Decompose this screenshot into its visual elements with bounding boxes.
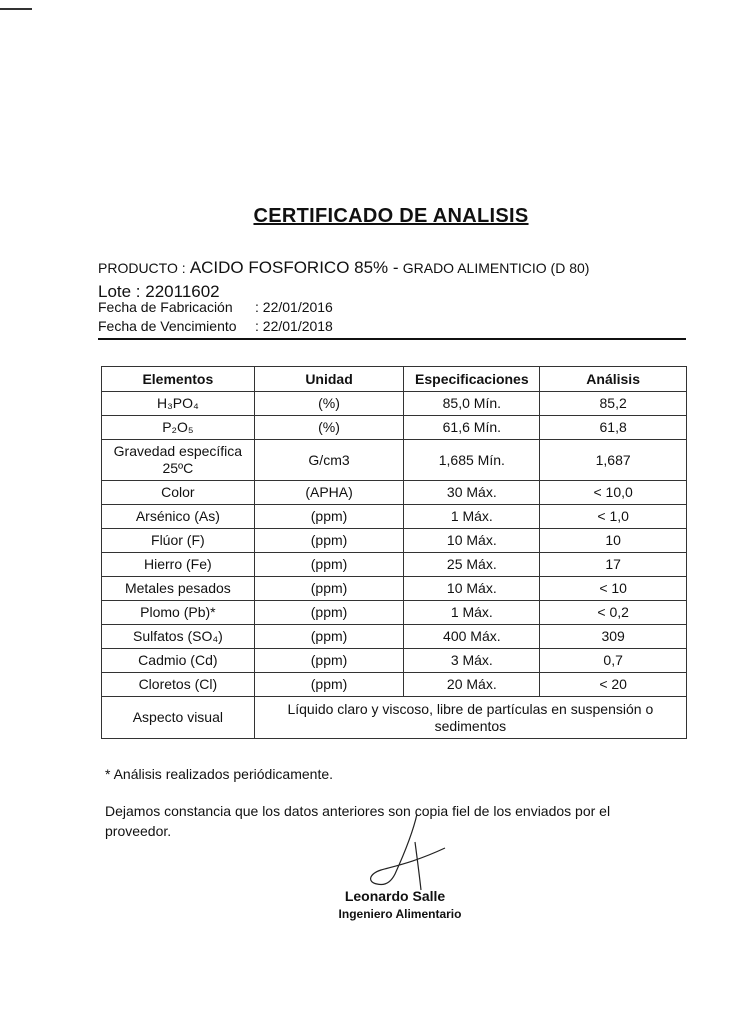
cell-unidad: G/cm3 [254, 440, 404, 481]
cell-especificacion: 25 Máx. [404, 553, 540, 577]
cell-especificacion: 400 Máx. [404, 625, 540, 649]
cell-unidad: (ppm) [254, 625, 404, 649]
cell-analisis: 1,687 [540, 440, 687, 481]
cell-elemento: Hierro (Fe) [102, 553, 255, 577]
signer-title: Ingeniero Alimentario [338, 907, 462, 921]
cell-aspecto-value: Líquido claro y viscoso, libre de partículas en suspensión o sedimentos [254, 697, 686, 739]
cell-especificacion: 1,685 Mín. [404, 440, 540, 481]
header-divider [98, 338, 686, 340]
cell-unidad: (APHA) [254, 481, 404, 505]
product-name: ACIDO FOSFORICO 85% - [189, 258, 399, 277]
cell-especificacion: 10 Máx. [404, 529, 540, 553]
cell-especificacion: 1 Máx. [404, 601, 540, 625]
table-row [102, 649, 687, 673]
cell-analisis: 0,7 [540, 649, 687, 673]
cell-elemento: P₂O₅ [102, 416, 255, 440]
cell-elemento: Arsénico (As) [102, 505, 255, 529]
manufacture-date-value: : 22/01/2016 [255, 299, 333, 315]
cell-analisis: 10 [540, 529, 687, 553]
table-row [102, 416, 687, 440]
manufacture-date-label: Fecha de Fabricación [98, 299, 233, 315]
header-especificaciones: Especificaciones [404, 367, 540, 392]
declaration-text: Dejamos constancia que los datos anteriores son copia fiel de los enviados por el proveedor. [105, 803, 611, 839]
table-row [102, 392, 687, 416]
product-grade: GRADO ALIMENTICIO (D 80) [402, 260, 590, 276]
cell-elemento: Metales pesados [102, 577, 255, 601]
cell-unidad: (ppm) [254, 577, 404, 601]
manufacture-date [98, 299, 333, 315]
cell-unidad: (ppm) [254, 601, 404, 625]
cell-unidad: (ppm) [254, 505, 404, 529]
scan-corner-mark [0, 8, 32, 10]
expiry-date [98, 318, 333, 334]
header-elementos: Elementos [102, 367, 255, 392]
cell-aspecto-label: Aspecto visual [102, 697, 255, 739]
cell-analisis: < 0,2 [540, 601, 687, 625]
cell-especificacion: 61,6 Mín. [404, 416, 540, 440]
table-row [102, 673, 687, 697]
table-row [102, 553, 687, 577]
cell-analisis: < 20 [540, 673, 687, 697]
cell-unidad: (%) [254, 416, 404, 440]
cell-elemento: Sulfatos (SO₄) [102, 625, 255, 649]
cell-analisis: < 10 [540, 577, 687, 601]
table-row [102, 625, 687, 649]
expiry-date-value: : 22/01/2018 [255, 318, 333, 334]
table-row [102, 577, 687, 601]
cell-especificacion: 85,0 Mín. [404, 392, 540, 416]
header-unidad: Unidad [254, 367, 404, 392]
table-row [102, 440, 687, 481]
cell-analisis: 61,8 [540, 416, 687, 440]
cell-elemento: Plomo (Pb)* [102, 601, 255, 625]
cell-unidad: (%) [254, 392, 404, 416]
table-header-row [102, 367, 687, 392]
cell-unidad: (ppm) [254, 673, 404, 697]
cell-especificacion: 1 Máx. [404, 505, 540, 529]
table-row [102, 529, 687, 553]
cell-especificacion: 30 Máx. [404, 481, 540, 505]
cell-elemento: Color [102, 481, 255, 505]
cell-elemento: Cloretos (Cl) [102, 673, 255, 697]
signer-name: Leonardo Salle [344, 888, 446, 904]
product-label: PRODUCTO : [98, 260, 186, 276]
product-line [98, 258, 589, 278]
cell-unidad: (ppm) [254, 649, 404, 673]
table-row [102, 505, 687, 529]
analysis-table [101, 366, 687, 739]
cell-unidad: (ppm) [254, 553, 404, 577]
header-analisis: Análisis [540, 367, 687, 392]
cell-analisis: 85,2 [540, 392, 687, 416]
cell-elemento: H₃PO₄ [102, 392, 255, 416]
table-row [102, 601, 687, 625]
cell-analisis: 309 [540, 625, 687, 649]
expiry-date-label: Fecha de Vencimiento [98, 318, 237, 334]
cell-elemento: Flúor (F) [102, 529, 255, 553]
cell-elemento: Gravedad específica 25ºC [102, 440, 255, 481]
cell-analisis: 17 [540, 553, 687, 577]
signature-scribble [355, 812, 465, 892]
cell-elemento: Cadmio (Cd) [102, 649, 255, 673]
lot-number: Lote : 22011602 [98, 282, 220, 301]
cell-especificacion: 10 Máx. [404, 577, 540, 601]
footnote: * Análisis realizados periódicamente. [105, 766, 334, 782]
document-title: CERTIFICADO DE ANALISIS [253, 205, 529, 227]
table-row [102, 481, 687, 505]
cell-analisis: < 10,0 [540, 481, 687, 505]
cell-analisis: < 1,0 [540, 505, 687, 529]
table-row-aspecto [102, 697, 687, 739]
cell-especificacion: 20 Máx. [404, 673, 540, 697]
cell-especificacion: 3 Máx. [404, 649, 540, 673]
cell-unidad: (ppm) [254, 529, 404, 553]
